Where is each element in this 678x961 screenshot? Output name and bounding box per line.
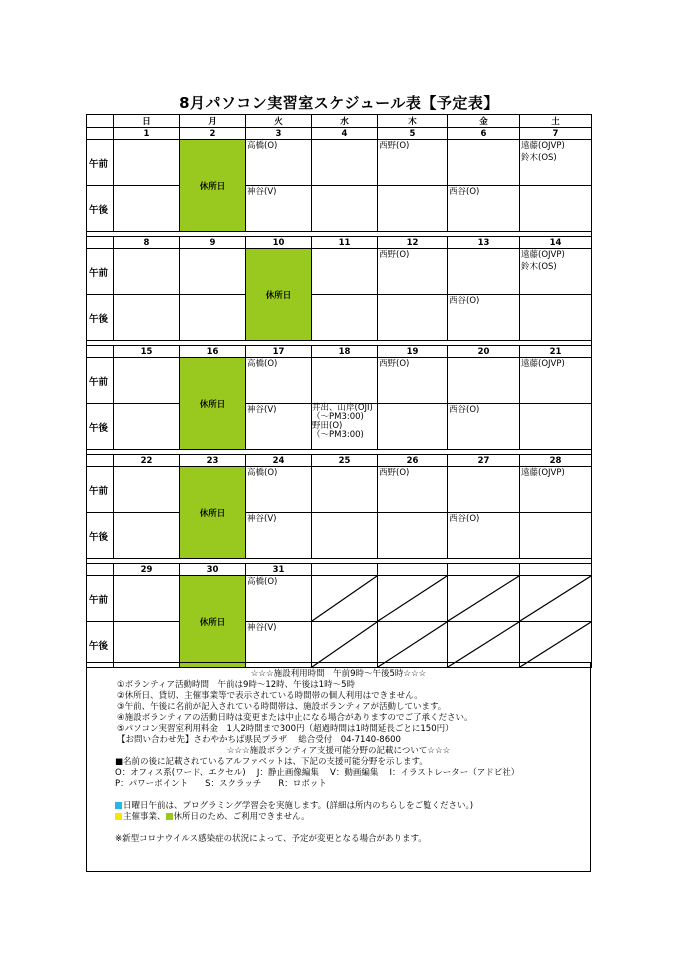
date-number: 23 [180,455,246,467]
volunteer-entry: 井出、山岸(OJI) [312,403,373,413]
schedule-cell [448,249,520,295]
schedule-cell [114,467,180,513]
date-number: 25 [312,455,378,467]
closed-day-cell: 休所日 [246,249,312,341]
schedule-cell [246,622,312,668]
note-line: ①ボランティア活動時間 午前は9時～12時、午後は1時～5時 [117,680,355,690]
volunteer-entry: 西野(O) [379,359,410,369]
schedule-cell [180,249,246,295]
unused-day-cell [448,622,520,668]
contact-line: 【お問い合わせ先】さわやかちば県民プラザ 総合受付 04-7140-8600 [117,735,401,745]
date-number: 21 [520,346,592,358]
pm-row [87,404,592,450]
closed-day-cell: 休所日 [180,140,246,232]
unused-day-cell [312,576,378,622]
note-line: ③午前、午後に名前が記入されている時間帯は、施設ボランティアが活動しています。 [117,702,447,712]
schedule-cell [378,358,448,404]
green-square-icon [166,813,173,820]
am-label: 午前 [87,249,114,295]
date-row [87,237,592,249]
pm-label: 午後 [87,186,114,232]
schedule-cell [246,576,312,622]
schedule-cell [520,467,592,513]
volunteer-entry: （～PM3:00) [312,430,364,440]
blue-square-icon [115,802,122,809]
note-line: O：オフィス系(ワード、エクセル) J：静止画像編集 V：動画編集 I：イラストレーター（アドビ社） [115,768,520,778]
schedule-cell [520,404,592,450]
volunteer-entry: 西野(O) [379,141,410,151]
weekday-header-row [87,115,592,128]
schedule-cell [312,295,378,341]
am-label: 午前 [87,467,114,513]
date-number: 18 [312,346,378,358]
schedule-cell [378,140,448,186]
pm-label: 午後 [87,513,114,559]
unused-day-cell [520,576,592,622]
date-number: 4 [312,128,378,140]
schedule-cell [448,295,520,341]
schedule-cell [520,186,592,232]
am-row [87,140,592,186]
date-row-corner [87,564,114,576]
unused-day-cell [312,622,378,668]
closed-day-cell: 休所日 [180,358,246,450]
pm-row [87,295,592,341]
date-number: 7 [520,128,592,140]
page-title: 8月パソコン実習室スケジュール表【予定表】 [179,94,499,112]
volunteer-entry: 鈴木(OS) [521,153,557,163]
date-number: 28 [520,455,592,467]
volunteer-entry: 鈴木(OS) [521,262,557,272]
schedule-cell [114,513,180,559]
schedule-cell [448,467,520,513]
schedule-cell [312,404,378,450]
note-line: ④施設ボランティアの活動日時は変更または中止になる場合がありますのでご了承ください。 [117,713,473,723]
date-row-corner [87,455,114,467]
weekday-header: 水 [312,115,378,128]
schedule-table [86,114,592,668]
schedule-cell [378,513,448,559]
schedule-cell [114,576,180,622]
schedule-cell [246,186,312,232]
am-row [87,467,592,513]
date-number: 26 [378,455,448,467]
date-number: 11 [312,237,378,249]
volunteer-entry: 野田(O) [312,421,343,431]
volunteer-entry: 高橋(O) [247,141,278,151]
am-label: 午前 [87,140,114,186]
volunteer-entry: 西谷(O) [449,405,480,415]
note-line: P：パワーポイント S：スクラッチ R：ロボット [115,779,327,789]
schedule-cell [114,186,180,232]
date-number: 16 [180,346,246,358]
am-row [87,249,592,295]
volunteer-entry: 遠藤(OJVP) [521,359,565,369]
schedule-cell [448,513,520,559]
date-number: 31 [246,564,312,576]
am-row [87,576,592,622]
date-row-corner [87,237,114,249]
am-label: 午前 [87,576,114,622]
schedule-cell [520,358,592,404]
note-line: ②休所日、貸切、主催事業等で表示されている時間帯の個人利用はできません。 [117,691,423,701]
note-line: ■名前の後に記載されているアルファベットは、下記の支援可能分野を示します。 [115,757,428,767]
notes-box [86,662,591,872]
volunteer-entry: 神谷(V) [247,514,277,524]
date-number: 2 [180,128,246,140]
date-number: 30 [180,564,246,576]
corner-cell [87,115,114,128]
schedule-cell [448,404,520,450]
yellow-square-icon [115,813,122,820]
weekday-header: 金 [448,115,520,128]
schedule-cell [378,295,448,341]
date-number: 29 [114,564,180,576]
note-line: ⑤パソコン実習室利用料金 1人2時間まで300円（超過時間は1時間延長ごとに150円） [117,724,454,734]
volunteer-entry: 西谷(O) [449,296,480,306]
volunteer-entry: 高橋(O) [247,577,278,587]
schedule-cell [312,249,378,295]
date-row-corner [87,346,114,358]
schedule-cell [246,140,312,186]
support-title: ☆☆☆施設ボランティア支援可能分野の記載について☆☆☆ [226,746,451,756]
date-number: 5 [378,128,448,140]
date-number [378,564,448,576]
note-line: 主催事業、 休所日のため、ご利用できません。 [87,812,590,823]
pm-row [87,513,592,559]
date-number: 19 [378,346,448,358]
date-row-corner [87,128,114,140]
schedule-cell [378,249,448,295]
schedule-cell [312,358,378,404]
unused-day-cell [448,576,520,622]
schedule-cell [246,358,312,404]
date-number [448,564,520,576]
volunteer-entry: 神谷(V) [247,187,277,197]
schedule-cell [312,186,378,232]
date-number: 1 [114,128,180,140]
unused-day-cell [378,576,448,622]
closed-day-cell: 休所日 [180,576,246,668]
date-row [87,455,592,467]
pm-row [87,186,592,232]
date-number [520,564,592,576]
volunteer-entry: 西野(O) [379,468,410,478]
unused-day-cell [378,622,448,668]
date-number: 24 [246,455,312,467]
volunteer-entry: 遠藤(OJVP) [521,141,565,151]
date-row [87,128,592,140]
weekday-header: 火 [246,115,312,128]
note-line: 日曜日午前は、プログラミング学習会を実施します。(詳細は所内のちらしをご覧ください。) [87,801,590,812]
schedule-cell [378,186,448,232]
volunteer-entry: 西谷(O) [449,187,480,197]
volunteer-entry: 遠藤(OJVP) [521,468,565,478]
volunteer-entry: 西野(O) [379,250,410,260]
schedule-cell [114,140,180,186]
schedule-cell [114,358,180,404]
date-number: 27 [448,455,520,467]
schedule-cell [520,249,592,295]
weekday-header: 木 [378,115,448,128]
note-line: ※新型コロナウイルス感染症の状況によって、予定が変更となる場合があります。 [115,834,427,844]
schedule-cell [246,513,312,559]
volunteer-entry: 神谷(V) [247,623,277,633]
am-label: 午前 [87,358,114,404]
schedule-cell [520,140,592,186]
date-number: 8 [114,237,180,249]
schedule-cell [448,186,520,232]
schedule-cell [378,467,448,513]
schedule-cell [312,513,378,559]
schedule-cell [312,140,378,186]
date-number: 9 [180,237,246,249]
date-row [87,346,592,358]
date-number: 22 [114,455,180,467]
schedule-cell [520,295,592,341]
schedule-cell [114,249,180,295]
weekday-header: 月 [180,115,246,128]
date-number: 20 [448,346,520,358]
schedule-cell [378,404,448,450]
pm-label: 午後 [87,404,114,450]
pm-label: 午後 [87,295,114,341]
closed-day-cell: 休所日 [180,467,246,559]
volunteer-entry: 高橋(O) [247,468,278,478]
hours-title: ☆☆☆施設利用時間 午前9時～午後5時☆☆☆ [250,669,427,679]
volunteer-entry: 高橋(O) [247,359,278,369]
date-number [312,564,378,576]
schedule-cell [448,358,520,404]
date-number: 14 [520,237,592,249]
volunteer-entry: 西谷(O) [449,514,480,524]
pm-row [87,622,592,668]
schedule-cell [246,404,312,450]
volunteer-entry: 神谷(V) [247,405,277,415]
schedule-cell [448,140,520,186]
schedule-cell [246,467,312,513]
weekday-header: 土 [520,115,592,128]
date-number: 15 [114,346,180,358]
date-number: 10 [246,237,312,249]
volunteer-entry: （～PM3:00) [312,412,364,422]
schedule-cell [114,622,180,668]
date-number: 6 [448,128,520,140]
date-number: 12 [378,237,448,249]
schedule-cell [114,404,180,450]
am-row [87,358,592,404]
date-number: 3 [246,128,312,140]
unused-day-cell [520,622,592,668]
date-number: 17 [246,346,312,358]
schedule-cell [312,467,378,513]
volunteer-entry: 遠藤(OJVP) [521,250,565,260]
schedule-cell [180,295,246,341]
date-row [87,564,592,576]
weekday-header: 日 [114,115,180,128]
schedule-cell [520,513,592,559]
pm-label: 午後 [87,622,114,668]
schedule-cell [114,295,180,341]
date-number: 13 [448,237,520,249]
